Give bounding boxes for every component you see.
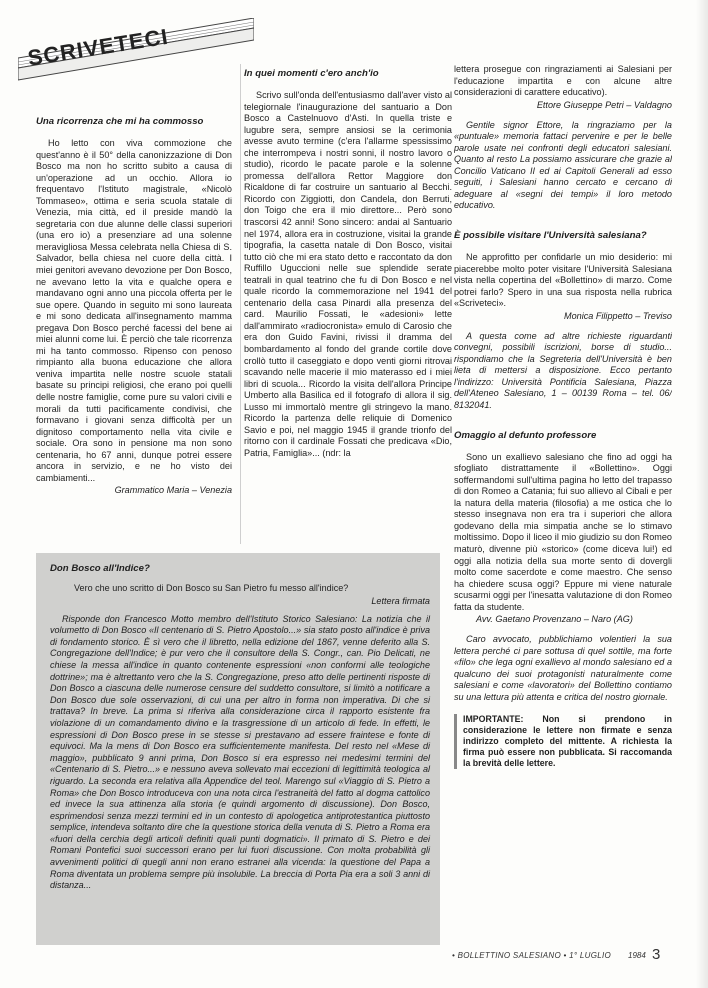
important-notice xyxy=(454,714,672,769)
letter-column-3 xyxy=(454,64,672,944)
letter-column-2 xyxy=(244,64,452,544)
page-number: 3 xyxy=(652,946,661,963)
section-banner xyxy=(18,18,254,82)
footer-running-title: • BOLLETTINO SALESIANO • 1° LUGLIO xyxy=(452,951,612,960)
letter-column-1 xyxy=(36,112,232,544)
boxed-letter-question: Vero che uno scritto di Don Bosco su San Pietro fu messo all'indice? xyxy=(74,583,349,593)
letter-body-ricorrenza: Ho letto con viva commozione che quest'anno è il 50° della canonizzazione di Don Bosco ma non ho scritto subito a causa di un'operazione ad un occhio. Allora io frequentavo l'Istituto magistrale, «Nicolò Tommaseo», ottima e seria scuola statale di Venezia, mia città, ed il preside mandò la segretaria con due alunne delle classi superiori (una ero io) a presenziare ad una solenne meravigliosa Messa celebrata nella Chiesa di S. Salvador, bella chiesa nel cuore della città. I miei genitori avevano devozione per Don Bosco, ne avevano letto la vita e qualche opera e mandavano ogni anno una piccola offerta per le sue opere. Quando in seguito mi sono laureata e mi sono dedicata all'insegnamento mamma pregava Don Bosco perché facessi del bene ai miei alunni come lui. È perciò che tale ricorrenza mi ha tanto commosso. Ripenso con penoso rimpianto alla buona educazione che allora veniva impartita nelle nostre scuole statali basate su principi religiosi, che erano poi quelli delle nostre famiglie, come pure su valori civili e morali da tutti pacificamente condivisi, che formavano i giovani senza difficoltà per un dignitoso comportamento nella vita civile e sociale. Ora sono in pensione ma non sono centenaria, ho 67 anni, dunque potrei essere ancora in servizio, e ne ho visto dei cambiamenti... xyxy=(36,138,232,483)
letter-body-momenti: Scrivo sull'onda dell'entusiasmo dall'aver visto al telegiornale l'inaugurazione del santuario a Don Bosco a Castelnuovo d'Asti. In quella triste e lugubre sera, sempre ansiosi se la cerimonia avesse avuto termine (c'era l'allarme spessissimo che interrompeva i nostri sonni, il nostro lavoro o studio), ricordo le pacate parole e la solenne promessa dell'allora Rettor Maggiore don Ricaldone di far costruire un santuario al Becchi. Ricordo con Ziggiotti, don Candela, don Berruti, don Toigo che era il mio direttore... Però sono trascorsi 42 anni! Sono sincero: andai al Santuario nel 1974, allora era in costruzione, visitai la grande tipografia, la casetta natale di Don Bosco, visitai tutto ciò che mi era stato detto e raccontato da don Ruffillo Uguccioni nelle sue splendide serate teatrali in qual teatrino che fu di Don Bosco e nel quale ricordo la commemorazione nel 1941 del centenario della casa Pinardi alla presenza del card. Maurilio Fossati, le «adesioni» lette dall'ammirato «radiocronista» emulo di Carosio che era don Guido Favini, rivissi il dramma del bombardamento al fondo del grande cortile dove crollò tutto il caseggiato e dopo venti giorni ritrovai scavando nelle macerie il mio materasso ed i miei libri di scuola... Ricordo la visita dell'allora Principe Umberto alla Basilica ed il fotografo di allora il sig. Lusso mi immortalò mentre gli stringevo la mano. Ricordo la partenza delle reliquie di Domenico Savio e poi, nel maggio 1945 il grande trionfo del ritorno con il cardinale Fossati che predicava «Dio, Patria, Famiglia»... (ndr: la xyxy=(244,90,452,458)
page-footer xyxy=(452,948,674,964)
letter-title-omaggio: Omaggio al defunto professore xyxy=(454,429,597,441)
letter-signature-ricorrenza: Grammatico Maria – Venezia xyxy=(114,485,232,496)
reply-universita: A questa come ad altre richieste riguardanti convegni, possibili iscrizioni, borse di studio... rispondiamo che la Segreteria dell'Università è ben lieta di mettersi a disposizione. Ecco pertanto l'indirizzo: Università Pontificia Salesiana, Piazza dell'Ateneo Salesiano, 1 – 00139 Roma – tel. 06/ 8132041. xyxy=(454,330,672,411)
letter-title-momenti: In quei momenti c'ero anch'io xyxy=(244,68,379,79)
letter-title-ricorrenza: Una ricorrenza che mi ha commosso xyxy=(36,116,204,127)
letter-body-universita: Ne approfitto per confidarle un mio desiderio: mi piacerebbe molto poter visitare l'Università Salesiana vista nella copertina del «Bollettino» di marzo. Come potrei farlo? Spero in una sua risposta nella rubrica «Scriveteci». xyxy=(454,252,672,309)
footer-year: 1984 xyxy=(628,951,646,960)
boxed-letter-title: Don Bosco all'Indice? xyxy=(50,563,150,574)
letter-signature-provenzano: Avv. Gaetano Provenzano – Naro (AG) xyxy=(476,614,633,625)
boxed-letter xyxy=(36,553,440,945)
letter-body-omaggio: Sono un exallievo salesiano che fino ad oggi ha sfogliato distrattamente il «Bollettino». Oggi soffermandomi sull'ultima pagina ho letto del trapasso di don Romeo a Catania; fui suo allievo al Cibali e per la natura della materia (filosofia) a me ostica che lo stesso insegnava non era tra i superiori che allora godevano della mia simpatia anche se lo stimavo moltissimo. Dopo il liceo il mio giudizio su don Romeo maturò, divenne più «storico» (come diceva lui!) ed oggi alla notizia della sua morte sento di dovergli molto come sacerdote e come maestro. Che senso ha chiedere scusa oggi? Eppure mi viene naturale scusarmi oggi per l'inesatta valutazione di don Romeo fatta da studente. xyxy=(454,451,672,612)
column-divider xyxy=(240,64,241,544)
letter-signature-filippetto: Monica Filippetto – Treviso xyxy=(564,310,672,321)
letter-title-universita: È possibile visitare l'Università salesiana? xyxy=(454,230,647,242)
boxed-letter-answer: Risponde don Francesco Motto membro dell'Istituto Storico Salesiano: La notizia che il volumetto di Don Bosco «Il centenario di S. Pietro Apostolo...» sia stato posto all'indice è priva di fondamento storico. È sì vero che il libretto, nella edizione del 1867, venne deferito alla S. Congregazione dell'Indice; è pur vero che il consultore della S. Congr., can. Pio Delicati, ne chiese la messa all'indice in quanto contenente espressioni «non conformi alle teologiche dottrine»; ma è altrettanto vero che la S. Congregazione, preso atto delle pertinenti risposte di Don Bosco a ciascuna delle numerose censure del suddetto consultore, si limitò a notificare a Don Bosco due sole osservazioni, di cui una per altro in forma non imperativa. Di che si trattava? In breve. La prima si riferiva alla considerazione circa il rapporto esistente fra violazione di un comandamento divino e la trasgressione di un articolo di fede. In effetti, le espressioni di Don Bosco prese in se stesse si prestavano ad essere fraintese e fonte di equivoci. Ma la mens di Don Bosco era sufficientemente manifesta. Del resto nel «Mese di maggio», pubblicato 9 anni prima, Don Bosco si era espresso nei medesimi termini del «Centenario di S. Pietro...» e nessuno aveva sollevato mai eccezioni di legittimità teologica al riguardo. La seconda era relativa alla Appendice del teol. Marengo sul «Viaggio di S. Pietro a Roma» che Don Bosco introduceva con una nota circa l'estraneità del fatto al dogma cattolico ed invece la sua attinenza alla storia (e quindi argomento di discussione). Don Bosco, esprimendosi senza mezzi termini ed in un contesto di apologetica antiprotestantica piuttosto semplice, intendeva soltanto dire che la questione storica della venuta di S. Pietro a Roma era «fuori della cerchia degli articoli definiti quali punti dogmatici». Il primato di S. Pietro e dei Romani Pontefici suoi successori erano per lui fuori discussione. Con molta probabilità gli avvenimenti politici di quegli anni non erano estranei alla vicenda: la questione del Papa a Roma diventata un problema sempre più insolubile. La breccia di Porta Pia era a soli 3 anni di distanza... xyxy=(50,613,430,891)
reply-petri: Gentile signor Ettore, la ringraziamo per la «puntuale» memoria fattaci pervenire e per le belle parole usate nei confronti degli educatori salesiani. Quanto al resto La possiamo assicurare che grazie al Concilio Vaticano II ed ai Capitoli Generali ad esso seguiti, i Salesiani hanno cercato e cercano di adeguare al «segni dei tempi» il loro metodo educativo. xyxy=(454,119,672,211)
scan-edge-shadow xyxy=(696,0,708,988)
boxed-letter-signature: Lettera firmata xyxy=(371,595,430,606)
letter-continuation: lettera prosegue con ringraziamenti ai Salesiani per l'educazione impartita e con alcune altre considerazioni di carattere educativo). xyxy=(454,64,672,98)
important-notice-text: IMPORTANTE: Non si prendono in considerazione le lettere non firmate e senza indirizzo completo del mittente. A richiesta la firma può essere non pubblicata. Si raccomanda la brevità delle lettere. xyxy=(463,713,672,768)
section-title: SCRIVETECI xyxy=(26,23,171,71)
reply-omaggio: Caro avvocato, pubblichiamo volentieri la sua lettera perché ci pare sottusa di quel sottile, ma forte «filo» che lega ogni exallievo al mondo salesiano ed a qualcuno dei suoi protagonisti naturalmente come salesiani e come «lavoratori» del Bollettino contiamo su una lettura più attenta e critica del nostro giornale. xyxy=(454,634,672,702)
letter-signature-petri: Ettore Giuseppe Petri – Valdagno xyxy=(536,99,672,110)
